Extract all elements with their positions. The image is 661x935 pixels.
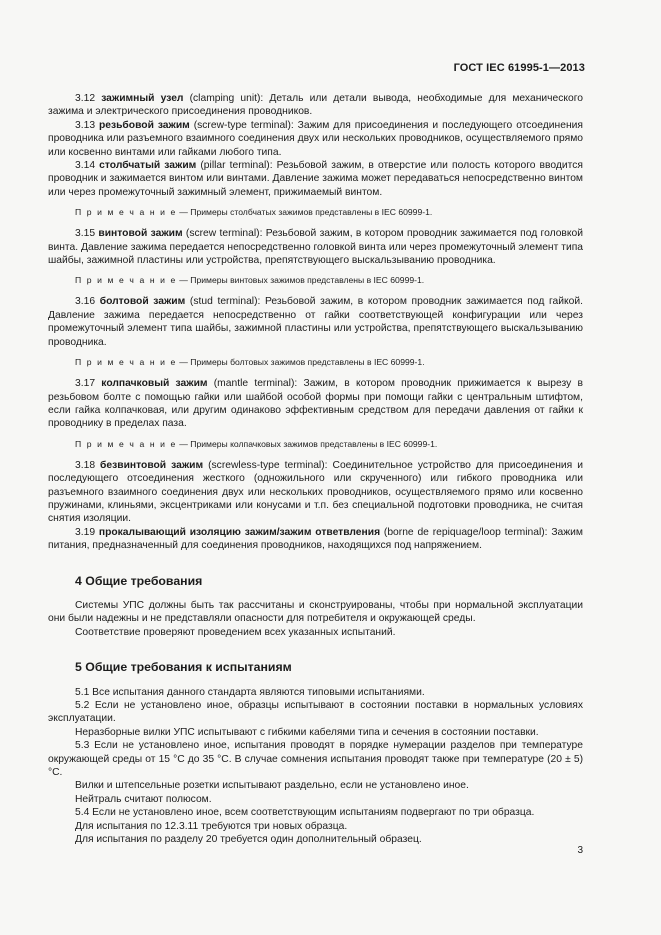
term-definition (48, 92, 583, 119)
paragraph: Неразборные вилки УПС испытывают с гибкими кабелями типа и сечения в состоянии поставки. (75, 726, 539, 738)
paragraph: Вилки и штепсельные розетки испытывают раздельно, если не установлено иное. (75, 780, 469, 792)
term-number: 3.15 (75, 228, 96, 240)
section-5-body (48, 686, 583, 847)
term-number: 3.13 (75, 119, 96, 131)
term-name: винтовой зажим (98, 228, 183, 240)
term-name: прокалывающий изоляцию зажим/зажим ответвления (98, 526, 381, 538)
note-text: — Примеры винтовых зажимов представлены в IEC 60999-1. (176, 275, 425, 286)
term-text: (clamping unit): Деталь или детали вывода, необходимые для механического зажима и электрического присоединения проводников. (48, 93, 583, 118)
note-text: — Примеры болтовых зажимов представлены в IEC 60999-1. (176, 357, 425, 368)
paragraph: 5.4 Если не установлено иное, всем соответствующим испытаниям подвергают по три образца. (75, 807, 535, 819)
term-text: (stud terminal): Резьбовой зажим, в котором проводник зажимается под гайкой. Давление зажима передается непосредственно от гайки соответствующей конфигурации или через промежуточный элемент типа шайбы, зажимной пластины или устройства, препятствующего выскальзыванию проводника. (48, 296, 583, 348)
term-text: (pillar terminal): Резьбовой зажим, в отверстие или полость которого вводится проводник и зажимается винтом или винтами. Давление зажима может передаваться непосредственно винтом или через промежуточный зажимный элемент, прижимаемый винтом. (48, 160, 583, 198)
term-definition (48, 377, 583, 431)
term-text: (borne de repiquage/loop terminal): Зажим питания, предназначенный для соединения проводников, находящихся под напряжением. (48, 526, 583, 552)
term-text: (screwless-type terminal): Соединительное устройство для присоединения и последующего отсоединения жесткого (одножильного или скрученного) или гибкого проводника или разъемного взаимного соединения двух или нескольких проводников, осуществляемого прямо или косвенно пружинами, клиньями, эксцентриками или конусами и т.п. без специальной подготовки проводника, не считая снятия изоляции. (48, 459, 583, 525)
term-definition (48, 459, 583, 526)
term-note (48, 206, 583, 218)
term-text: (screw-type terminal): Зажим для присоединения и последующего отсоединения проводника или разъемного взаимного соединения двух или нескольких проводников, осуществляемого прямо или косвенно винтами или гайками любого типа. (48, 119, 583, 158)
term-number: 3.18 (75, 459, 96, 471)
term-note (48, 438, 583, 450)
term-name: колпачковый зажим (101, 378, 208, 390)
paragraph: Нейтраль считают полюсом. (75, 793, 212, 805)
term-name: безвинтовой зажим (100, 459, 204, 471)
note-label: П р и м е ч а н и е (75, 438, 177, 449)
term-definition (48, 227, 583, 267)
paragraph: 5.3 Если не установлено иное, испытания проводят в порядке нумерации разделов при температуре окружающей среды от 15 °С до 35 °С. В случае сомнения испытания проводят также при температуре (20 ± 5) °С. (48, 740, 583, 779)
term-number: 3.16 (75, 296, 96, 308)
term-number: 3.17 (75, 378, 96, 390)
note-text: — Примеры колпачковых зажимов представлены в IEC 60999-1. (176, 438, 438, 449)
terms-list (48, 92, 583, 553)
section-4-body (48, 599, 583, 639)
term-number: 3.12 (75, 93, 96, 104)
term-definition (48, 295, 583, 349)
paragraph: Для испытания по 12.3.11 требуются три новых образца. (75, 820, 348, 832)
note-label: П р и м е ч а н и е (75, 357, 177, 368)
paragraph: 5.2 Если не установлено иное, образцы испытывают в состоянии поставки в нормальных условиях эксплуатации. (48, 700, 583, 725)
section-4-heading: 4 Общие требования (75, 573, 203, 588)
page-number: 3 (577, 845, 583, 856)
paragraph: Системы УПС должны быть так рассчитаны и сконструированы, чтобы при нормальной эксплуатации они были надежны и не представляли опасности для потребителя и окружающей среды. (48, 599, 583, 625)
term-definition (48, 526, 583, 553)
term-note (48, 274, 583, 286)
standard-designation: ГОСТ IEC 61995-1—2013 (453, 62, 585, 74)
page-content (48, 92, 583, 846)
term-note (48, 356, 583, 368)
term-name: зажимный узел (101, 93, 184, 104)
note-text: — Примеры столбчатых зажимов представлены в IEC 60999-1. (176, 207, 433, 218)
term-name: болтовой зажим (99, 296, 186, 308)
paragraph: Для испытания по разделу 20 требуется один дополнительный образец. (75, 834, 422, 846)
term-text: (mantle terminal): Зажим, в котором проводник прижимается к вырезу в резьбовом болте с помощью гайки или шайбой особой формы при помощи гайки с центральным штифтом, если гайка колпачковая, или другим одинаково эффективным средством для передачи давления от гайки к проводнику в пределах паза. (48, 378, 583, 430)
term-name: столбчатый зажим (99, 160, 197, 172)
note-label: П р и м е ч а н и е (75, 207, 177, 218)
term-number: 3.14 (75, 160, 96, 172)
paragraph: Соответствие проверяют проведением всех указанных испытаний. (75, 626, 396, 638)
term-name: резьбовой зажим (98, 119, 190, 131)
term-definition (48, 159, 583, 199)
term-definition (48, 119, 583, 159)
term-number: 3.19 (75, 526, 96, 538)
term-text: (screw terminal): Резьбовой зажим, в котором проводник зажимается под головкой винта. Давление зажима передается непосредственно головкой винта или через промежуточный элемент типа шайбы, зажимной пластины или устройства, препятствующего выскальзыванию проводника. (48, 228, 583, 267)
section-5-heading: 5 Общие требования к испытаниям (75, 660, 292, 675)
note-label: П р и м е ч а н и е (75, 275, 177, 286)
paragraph: 5.1 Все испытания данного стандарта являются типовыми испытаниями. (75, 686, 425, 698)
